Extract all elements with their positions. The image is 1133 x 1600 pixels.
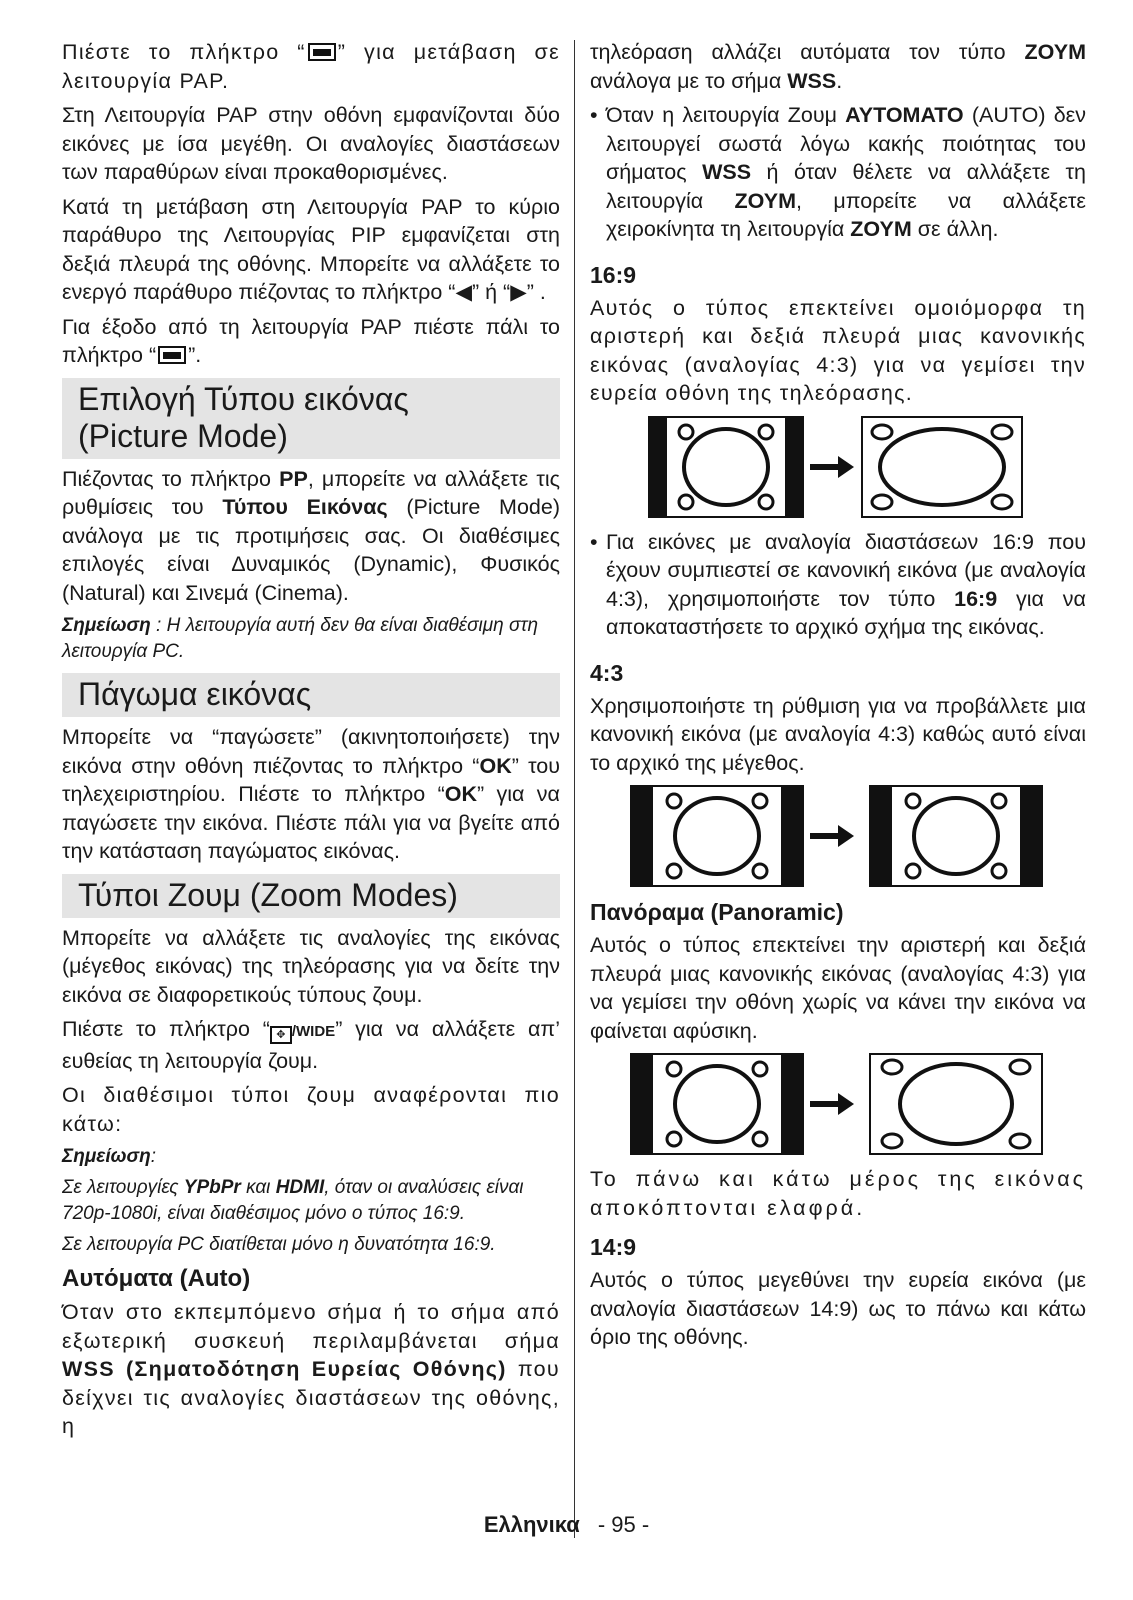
pap-key-icon <box>308 43 336 61</box>
footer-language: Ελληνικα <box>483 1512 580 1537</box>
paragraph-4-3: Χρησιμοποιήστε τη ρύθμιση για να προβάλλετε μια κανονική εικόνα (με αναλογία 4:3) καθώς αυτό είναι το αρχικό της μέγεθος. <box>590 693 1086 775</box>
bullet-16-9: • Για εικόνες με αναλογία διαστάσεων 16:9 που έχουν συμπιεστεί σε κανονική εικόνα (με αναλογία 4:3), χρησιμοποιήστε τον τύπο 16:9 για να αποκαταστήσετε το αρχικό σχήμα της εικόνας. <box>590 529 1086 639</box>
page-number: - 95 - <box>597 1512 650 1537</box>
pap-key-icon <box>158 346 186 364</box>
page-footer <box>0 1512 1133 1538</box>
heading-freeze: Πάγωμα εικόνας <box>62 673 560 717</box>
figure-4-3 <box>630 785 1046 887</box>
paragraph-zoom-list: Οι διαθέσιμοι τύποι ζουμ αναφέρονται πιο κάτω: <box>62 1083 560 1136</box>
paragraph-16-9: Αυτός ο τύπος επεκτείνει ομοιόμορφα τη αριστερή και δεξιά πλευρά μιας κανονικής εικόνας (αναλογίας 4:3) για να γεμίσει την ευρεία οθόνη της τηλεόρασης. <box>590 295 1086 405</box>
note-zoom-ypbpr: Σε λειτουργίες YPbPr και HDMI, όταν οι αναλύσεις είναι 720p-1080i, είναι διαθέσιμος μόνο ο τύπος 16:9. <box>62 1177 524 1224</box>
heading-picture-mode: Επιλογή Τύπου εικόνας (Picture Mode) <box>62 378 560 459</box>
screen-after <box>870 1054 1042 1154</box>
screen-before <box>649 417 803 517</box>
note-zoom-pc: Σε λειτουργία PC διατίθεται μόνο η δυνατότητα 16:9. <box>62 1234 496 1255</box>
paragraph-freeze: Μπορείτε να “παγώσετε” (ακινητοποιήσετε) την εικόνα στην οθόνη πιέζοντας το πλήκτρο “OK” του τηλεχειριστηρίου. Πιέστε το πλήκτρο “OK” για να παγώσετε την εικόνα. Πιέστε πάλι για να βγείτε από την κατάσταση παγώματος εικόνας. <box>62 725 560 863</box>
heading-4-3: 4:3 <box>590 659 624 686</box>
paragraph-panoramic: Αυτός ο τύπος επεκτείνει την αριστερή και δεξιά πλευρά μιας κανονικής εικόνας (αναλογίας 4:3) για να γεμίσει την οθόνη χωρίς να κάνει την εικόνα να φαίνεται αφύσικη. <box>590 933 1086 1043</box>
paragraph-auto: Όταν στο εκπεμπόμενο σήμα ή το σήμα από εξωτερική συσκευή περιλαμβάνεται σήμα WSS (Σηματοδότηση Ευρείας Οθόνης) που δείχνει τις αναλογίες διαστάσεων της οθόνης, η <box>62 1300 560 1438</box>
right-arrow-icon <box>810 456 854 478</box>
right-arrow-icon <box>810 1093 854 1115</box>
figure-16-9 <box>648 416 1028 518</box>
note-zoom-label: Σημείωση: <box>62 1146 157 1167</box>
heading-14-9: 14:9 <box>590 1234 637 1260</box>
screen-after <box>862 417 1022 517</box>
right-arrow-icon <box>810 825 854 847</box>
paragraph-auto-cont: τηλεόραση αλλάζει αυτόματα τον τύπο ΖΟΥΜ ανάλογα με το σήμα WSS. <box>590 40 1086 93</box>
paragraph-zoom-key: Πιέστε το πλήκτρο “ ✥ /WIDE” για να αλλάξετε απ’ ευθείας τη λειτουργία ζουμ. <box>62 1017 560 1073</box>
wide-key-icon: ✥ /WIDE <box>270 1023 335 1040</box>
heading-auto: Αυτόματα (Auto) <box>62 1265 251 1292</box>
heading-16-9: 16:9 <box>590 261 637 288</box>
paragraph-zoom-intro: Μπορείτε να αλλάξετε τις αναλογίες της εικόνας (μέγεθος εικόνας) της τηλεόρασης για να δείτε την εικόνα σε διαφορετικούς τύπους ζουμ. <box>62 925 560 1007</box>
right-column <box>590 38 1086 1358</box>
paragraph-pap-desc: Στη Λειτουργία PAP στην οθόνη εμφανίζονται δύο εικόνες με ίσα μεγέθη. Οι αναλογίες διαστάσεων των παραθύρων είναι προκαθορισμένες. <box>62 103 560 184</box>
paragraph-pap-enter: Πιέστε το πλήκτρο “ ” για μετάβαση σε λειτουργία PAP. <box>62 40 560 93</box>
screen-after <box>870 786 1042 886</box>
figure-panoramic <box>630 1053 1046 1155</box>
paragraph-pap-exit: Για έξοδο από τη λειτουργία PAP πιέστε πάλι το πλήκτρο “ ”. <box>62 314 560 367</box>
column-divider <box>574 40 575 1538</box>
screen-before <box>631 786 803 886</box>
left-column <box>62 38 560 1447</box>
heading-panoramic: Πανόραμα (Panoramic) <box>590 899 844 925</box>
note-picture-mode: Σημείωση : Η λειτουργία αυτή δεν θα είναι διαθέσιμη στη λειτουργία PC. <box>62 615 539 662</box>
paragraph-pap-switch: Κατά τη μετάβαση στη Λειτουργία PAP το κύριο παράθυρο της Λειτουργίας PIP εμφανίζεται στη δεξιά πλευρά της οθόνης. Μπορείτε να αλλάξετε το ενεργό παράθυρο πιέζοντας το πλήκτρο “◀” ή “▶” . <box>62 194 560 304</box>
screen-before <box>631 1054 803 1154</box>
bullet-manual-zoom: • Όταν η λειτουργία Ζουμ ΑΥΤΟΜΑΤΟ (AUTO) δεν λειτουργεί σωστά λόγω κακής ποιότητας του σήματος WSS ή όταν θέλετε να αλλάξετε τη λειτουργία ΖΟΥΜ, μπορείτε να αλλάξετε χειροκίνητα τη λειτουργία ΖΟΥΜ σε άλλη. <box>590 103 1086 241</box>
paragraph-14-9: Αυτός ο τύπος μεγεθύνει την ευρεία εικόνα (με αναλογία διαστάσεων 14:9) ως το πάνω και κάτω όριο της οθόνης. <box>590 1268 1086 1349</box>
paragraph-panoramic-crop: Το πάνω και κάτω μέρος της εικόνας αποκόπτονται ελαφρά. <box>590 1167 1086 1220</box>
heading-zoom-modes: Τύποι Ζουμ (Zoom Modes) <box>62 874 560 918</box>
paragraph-picture-mode: Πιέζοντας το πλήκτρο PP, μπορείτε να αλλάξετε τις ρυθμίσεις του Τύπου Εικόνας (Picture Mode) ανάλογα με τις προτιμήσεις σας. Οι διαθέσιμες επιλογές είναι Δυναμικός (Dynamic), Φυσικός (Natural) και Σινεμά (Cinema). <box>62 466 561 605</box>
